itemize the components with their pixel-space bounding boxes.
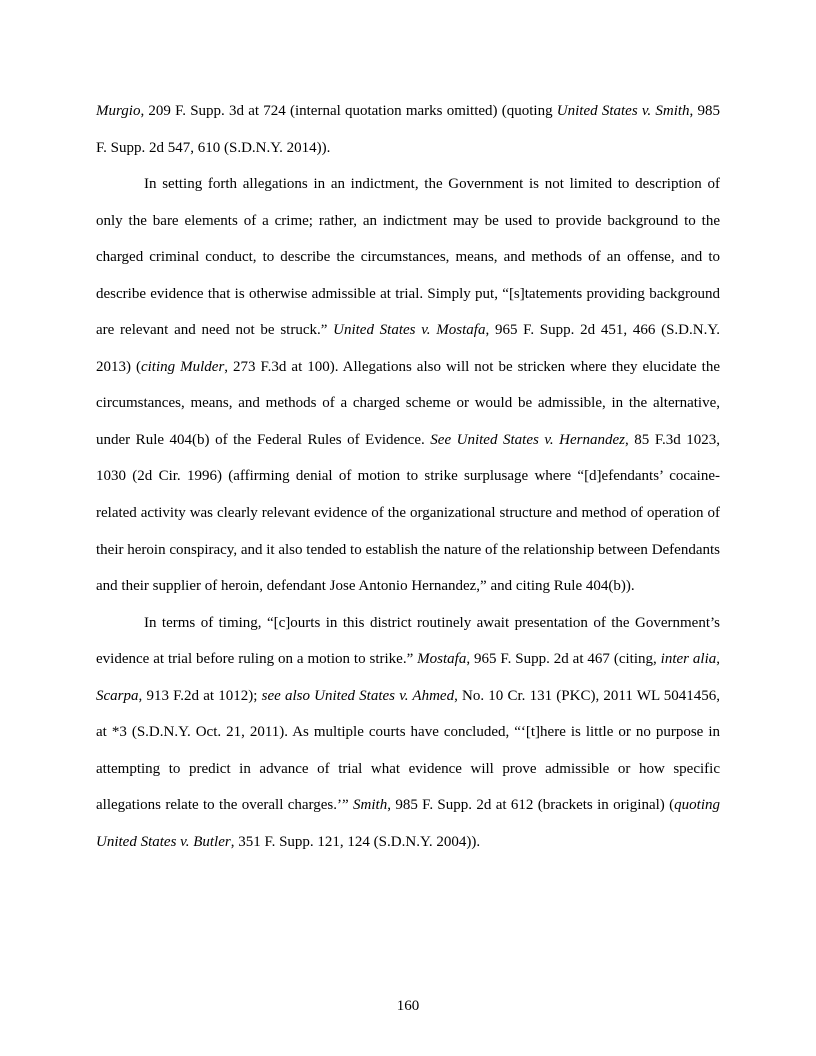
text-run: In terms of timing, “[c]ourts in this district routinely await presentation of the Government’s evidence at trial before ruling on a motion to strike.” <box>96 614 720 668</box>
italic-citation: United States v. Mostafa <box>333 322 486 339</box>
italic-citation: Smith <box>353 797 388 814</box>
italic-citation: citing Mulder <box>140 358 225 375</box>
paragraph-timing <box>96 605 720 861</box>
paragraph-surplusage-background <box>96 166 720 605</box>
italic-citation: Murgio <box>96 103 141 119</box>
italic-citation: Scarpa <box>96 687 139 704</box>
text-run: , <box>716 651 720 668</box>
text-run: In setting forth allegations in an indictment, the Government is not limited to description of only the bare elements of a crime; rather, an indictment may be used to provide background to the charged criminal conduct, to describe the circumstances, means, and methods of an offense, and to describe evidence that is otherwise admissible at trial. Simply put, “[s]tatements providing background are relevant and need not be struck.” <box>96 176 720 339</box>
text-run: , 85 F.3d 1023, 1030 (2d Cir. 1996) (affirming denial of motion to strike surplusage where “[d]efendants’ cocaine-related activity was clearly relevant evidence of the organizational structure and method of operation of their heroin conspiracy, and it also tended to establish the nature of the relationship between Defendants and their supplier of heroin, defendant Jose Antonio Hernandez,” and citing Rule 404(b)). <box>96 431 720 595</box>
italic-citation: quoting United States v. Butler <box>96 797 720 850</box>
italic-citation: see also United States v. Ahmed <box>261 687 455 704</box>
italic-citation: United States v. Smith <box>556 103 690 119</box>
document-body <box>96 93 720 860</box>
text-run: , 985 F. Supp. 2d at 612 (brackets in original) ( <box>387 797 675 814</box>
text-run: , 913 F.2d at 1012); <box>138 687 262 704</box>
paragraph-continuation <box>96 93 720 166</box>
text-run: , No. 10 Cr. 131 (PKC), 2011 WL 5041456, at *3 (S.D.N.Y. Oct. 21, 2011). As multiple courts have concluded, “‘[t]here is little or no purpose in attempting to predict in advance of trial what evidence will prove admissible or how specific allegations relate to the overall charges.’” <box>96 687 720 814</box>
text-run: , 209 F. Supp. 3d at 724 (internal quotation marks omitted) (quoting <box>140 103 557 119</box>
text-run: , 965 F. Supp. 2d 451, 466 (S.D.N.Y. 2013) ( <box>96 322 720 375</box>
text-run: , 985 F. Supp. 2d 547, 610 (S.D.N.Y. 2014)). <box>96 103 721 156</box>
italic-citation: Mostafa <box>417 651 467 668</box>
italic-citation: inter alia <box>660 651 717 668</box>
text-run: , 273 F.3d at 100). Allegations also will not be stricken where they elucidate the circumstances, means, and methods of a charged scheme or would be admissible, in the alternative, under Rule 404(b) of the Federal Rules of Evidence. <box>96 358 720 448</box>
page-number: 160 <box>396 998 420 1014</box>
text-run: , 965 F. Supp. 2d at 467 (citing, <box>466 651 661 668</box>
text-run: , 351 F. Supp. 121, 124 (S.D.N.Y. 2004)). <box>230 833 481 850</box>
italic-citation: See United States v. Hernandez <box>430 431 625 448</box>
